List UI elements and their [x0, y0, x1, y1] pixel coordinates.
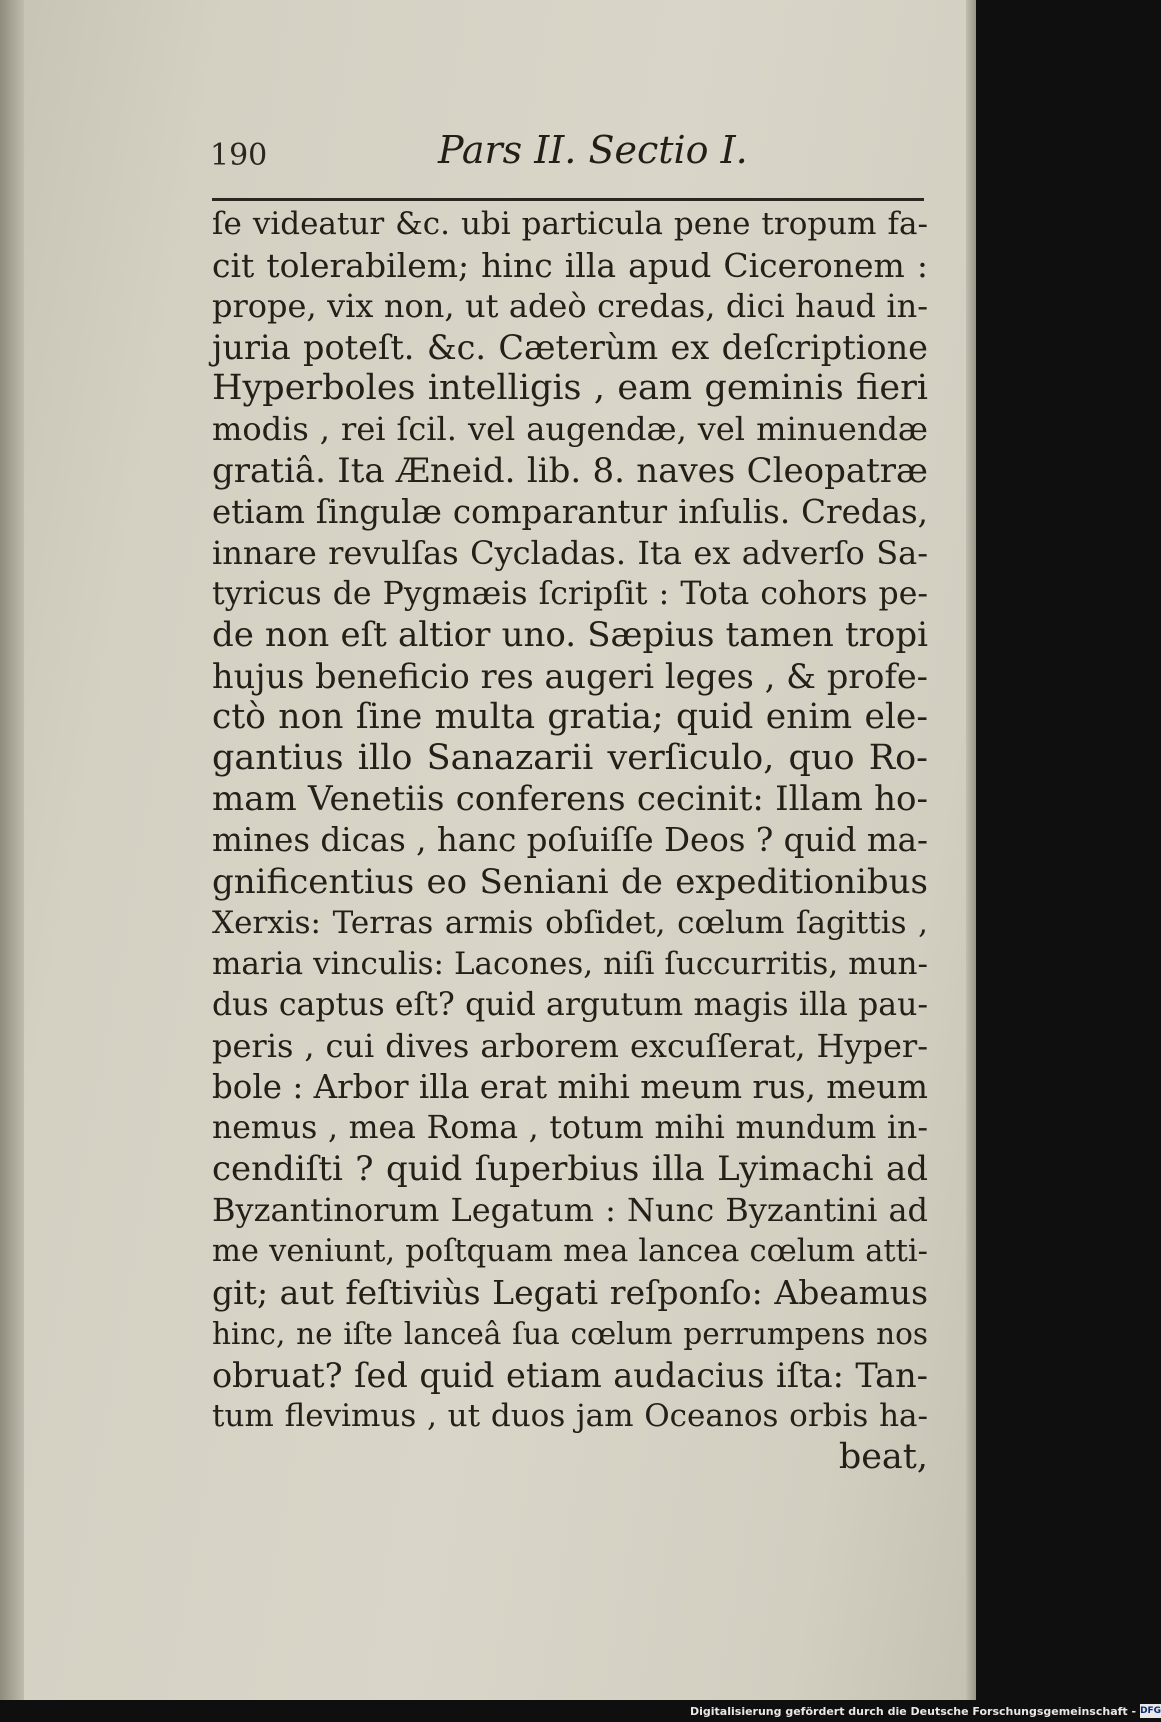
text-line: etiam ſingulæ comparantur inſulis. Credas, [212, 492, 928, 531]
text-line: obruat? ſed quid etiam audacius iſta: Tan- [212, 1355, 928, 1395]
text-line: maria vinculis: Lacones, niſi ſuccurritis, mun- [212, 945, 928, 982]
text-line: nemus , mea Roma , totum mihi mundum in- [212, 1110, 928, 1147]
text-line: tum flevimus , ut duos jam Oceanos orbis ha- [212, 1397, 928, 1434]
text-line: modis , rei ſcil. vel augendæ, vel minuendæ [212, 410, 928, 449]
page-number: 190 [210, 138, 268, 173]
page-right-edge [966, 0, 976, 1700]
body-text [212, 204, 928, 1478]
text-line: cit tolerabilem; hinc illa apud Ciceronem : [212, 246, 928, 286]
catchword: beat, [838, 1436, 928, 1477]
text-line: de non eſt altior uno. Sæpius tamen tropi [212, 614, 928, 655]
text-line: peris , cui dives arborem excuſſerat, Hyper- [212, 1026, 928, 1065]
text-line: Hyperboles intelligis , eam geminis fieri [212, 368, 928, 409]
text-line: gratiâ. Ita Æneid. lib. 8. naves Cleopatræ [212, 450, 928, 491]
text-line: git; aut feſtiviùs Legati reſponſo: Abeamus [212, 1273, 928, 1313]
text-line: ſe videatur &c. ubi particula pene tropum fa- [212, 206, 928, 242]
text-line: Byzantinorum Legatum : Nunc Byzantini ad [212, 1191, 928, 1230]
digitization-credit [690, 1702, 1161, 1720]
running-title: Pars II. Sectio I. [438, 128, 748, 172]
text-line: tyricus de Pygmæis ſcripſit : Tota cohors pe- [212, 575, 928, 612]
text-line: innare revulſas Cycladas. Ita ex adverſo Sa- [212, 533, 928, 572]
dfg-logo-icon: DFG [1140, 1706, 1161, 1716]
text-line: hinc, ne iſte lanceâ ſua cœlum perrumpens nos [212, 1316, 928, 1351]
page-header [210, 128, 930, 184]
text-line: juria poteſt. &c. Cæterùm ex deſcriptione [212, 328, 928, 368]
text-line: Xerxis: Terras armis obſidet, cœlum ſagittis , [212, 904, 928, 941]
text-line: gnificentius eo Seniani de expeditionibus [212, 861, 928, 902]
page-left-edge [0, 0, 24, 1700]
text-line: dus captus eſt? quid argutum magis illa pau- [212, 986, 928, 1023]
credit-text: Digitalisierung gefördert durch die Deutsche Forschungsgemeinschaft - [690, 1704, 1137, 1718]
text-line: mam Venetiis conferens cecinit: Illam ho- [212, 779, 928, 820]
header-rule [212, 198, 924, 201]
text-line: hujus beneficio res augeri leges , & profe- [212, 657, 928, 697]
text-line: gantius illo Sanazarii verſiculo, quo Ro- [212, 738, 928, 779]
text-line: ctò non ſine multa gratia; quid enim ele- [212, 697, 928, 738]
text-line: prope, vix non, ut adeò credas, dici haud in- [212, 287, 928, 326]
text-line: cendiſti ? quid ſuperbius illa Lyimachi ad [212, 1149, 928, 1190]
text-line: bole : Arbor illa erat mihi meum rus, meum [212, 1067, 928, 1106]
text-line: mines dicas , hanc poſuiſſe Deos ? quid ma- [212, 821, 929, 860]
text-line: me veniunt, poſtquam mea lancea cœlum atti- [212, 1234, 928, 1270]
